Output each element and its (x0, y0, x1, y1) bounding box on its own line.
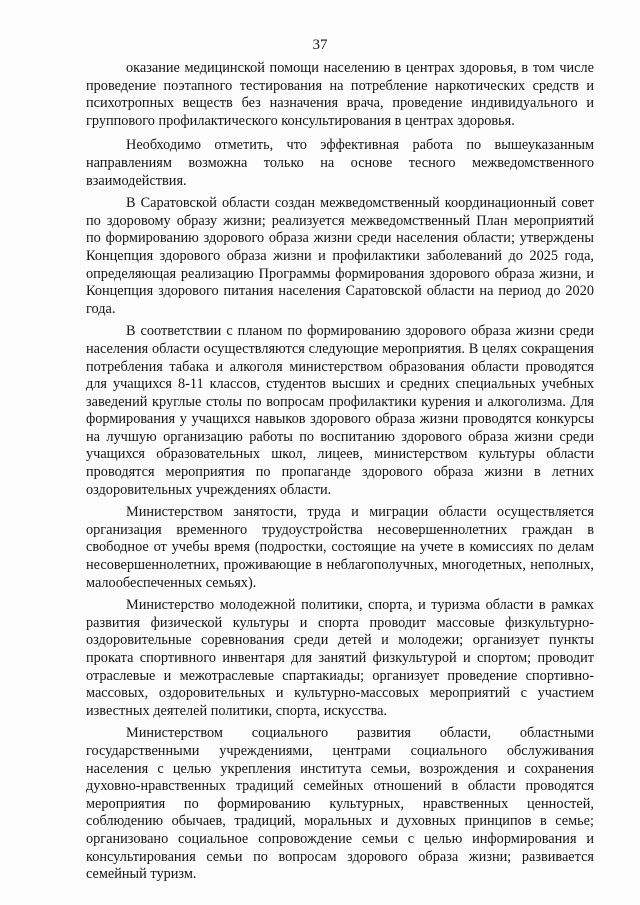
paragraph-employment-ministry: Министерством занятости, труда и миграции области осуществляется организация временного трудоустройства несовершеннолетних граждан в свободное от учебы время (подростки, состоящие на учете в комиссиях по делам несовершеннолетних, проживающие в неблагополучных, многодетных, неполных, малообеспеченных семьях). (86, 504, 594, 591)
paragraph-youth-sports-ministry: Министерство молодежной политики, спорта, и туризма области в рамках развития физической культуры и спорта проводит массовые физкультурно-оздоровительные соревнования среди детей и молодежи; организует пункты проката спортивного инвентаря для занятий физкультурой и спортом; проводит отраслевые и межотраслевые спартакиады; организует проведение спортивно-массовых, оздоровительных и культурно-массовых мероприятий с участием известных деятелей политики, спорта, искусства. (86, 597, 594, 719)
paragraph-social-development-ministry: Министерством социального развития области, областными государственными учреждениями, центрами социального обслуживания населения с целью укрепления института семьи, возрождения и сохранения духовно-нравственных традиций семейных отношений в области проводятся мероприятия по формированию культурных, нравственных ценностей, соблюдению обычаев, традиций, моральных и духовных принципов в семье; организовано социальное сопровождение семьи с целью информирования и консультирования семьи по вопросам здорового образа жизни; развивается семейный туризм. (86, 725, 594, 883)
page-number: 37 (312, 37, 328, 53)
paragraph-interagency-note: Необходимо отметить, что эффективная работа по вышеуказанным направлениям возможна только на основе тесного межведомственного взаимодействия. (86, 137, 594, 189)
paragraph-saratov-council: В Саратовской области создан межведомственный координационный совет по здоровому образу жизни; реализуется межведомственный План мероприятий по формированию здорового образа жизни среди населения области; утверждены Концепция здорового образа жизни и профилактики заболеваний до 2025 года, определяющая реализацию Программы формирования здорового образа жизни, и Концепция здорового питания населения Саратовской области на период до 2020 года. (86, 195, 594, 317)
document-body (86, 60, 594, 884)
paragraph-activities: В соответствии с планом по формированию здорового образа жизни среди населения области осуществляются следующие мероприятия. В целях сокращения потребления табака и алкоголя министерством образования области проводятся для учащихся 8-11 классов, студентов высших и средних специальных учебных заведений круглые столы по вопросам профилактики курения и алкоголизма. Для формирования у учащихся навыков здорового образа жизни проводятся конкурсы на лучшую организацию работы по воспитанию здорового образа жизни среди учащихся образовательных школ, лицеев, министерством культуры области проводятся мероприятия по пропаганде здорового образа жизни в летних оздоровительных учреждениях области. (86, 323, 594, 498)
paragraph-continuation: оказание медицинской помощи населению в центрах здоровья, в том числе проведение поэтапного тестирования на потребление наркотических средств и психотропных веществ без назначения врача, проведение индивидуального и группового профилактического консультирования в центрах здоровья. (86, 60, 594, 129)
